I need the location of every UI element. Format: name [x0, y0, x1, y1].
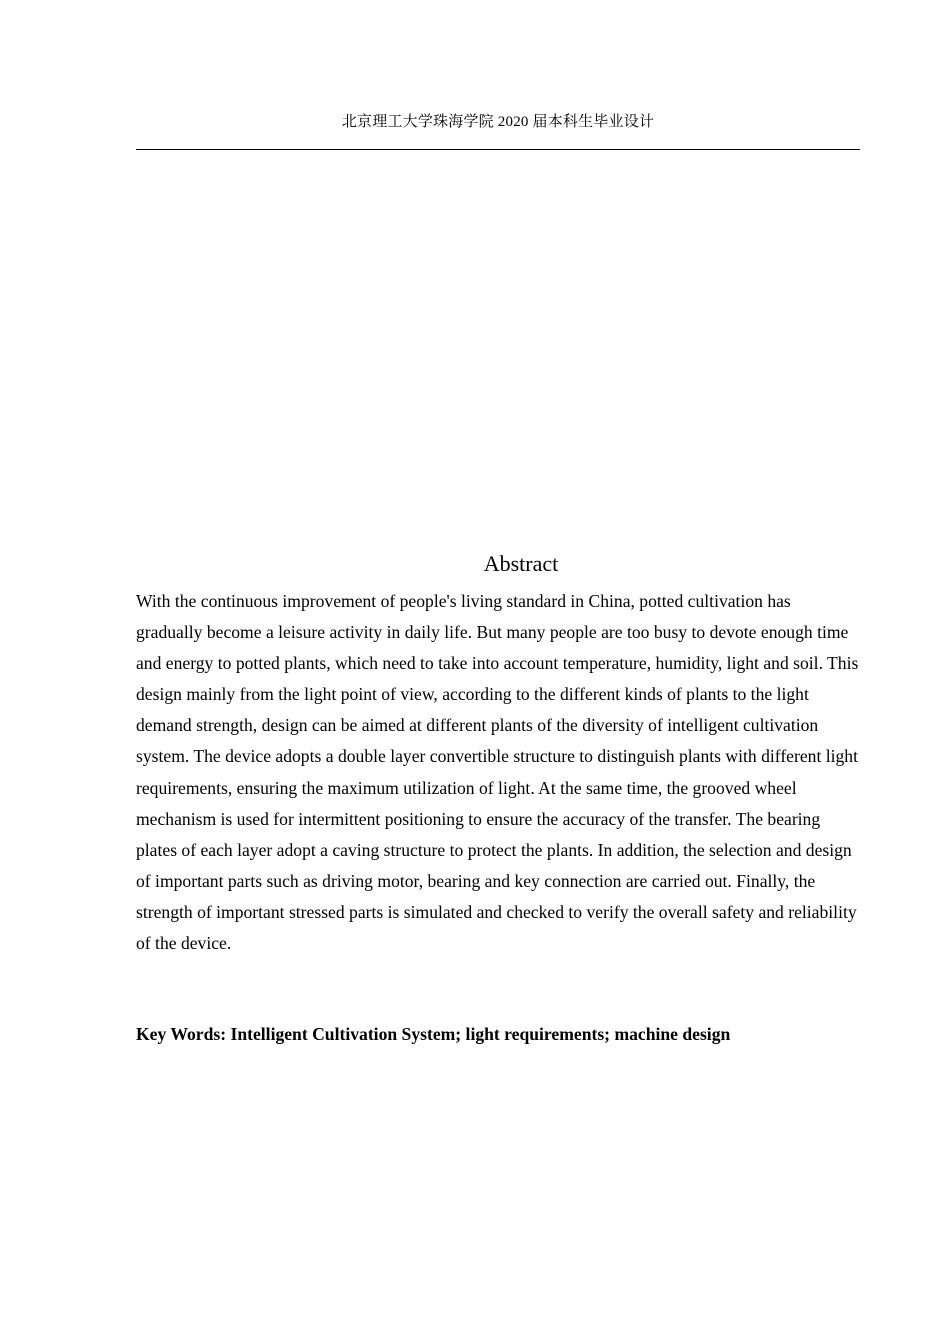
header-divider	[136, 149, 860, 150]
abstract-heading: Abstract	[483, 551, 559, 576]
page-header: 北京理工大学珠海学院 2020 届本科生毕业设计	[341, 114, 655, 130]
keywords-line: Key Words: Intelligent Cultivation System; light requirements; machine design	[136, 1024, 731, 1044]
abstract-body: With the continuous improvement of people's living standard in China, potted cultivation has gradually become a leisure activity in daily life. But many people are too busy to devote enough time and energy to potted plants, which need to take into account temperature, humidity, light and soil. This design mainly from the light point of view, according to the different kinds of plants to the light demand strength, design can be aimed at different plants of the diversity of intelligent cultivation system. The device adopts a double layer convertible structure to distinguish plants with different light requirements, ensuring the maximum utilization of light. At the same time, the grooved wheel mechanism is used for intermittent positioning to ensure the accuracy of the transfer. The bearing plates of each layer adopt a caving structure to protect the plants. In addition, the selection and design of important parts such as driving motor, bearing and key connection are carried out. Finally, the strength of important stressed parts is simulated and checked to verify the overall safety and reliability of the device.	[136, 591, 859, 954]
